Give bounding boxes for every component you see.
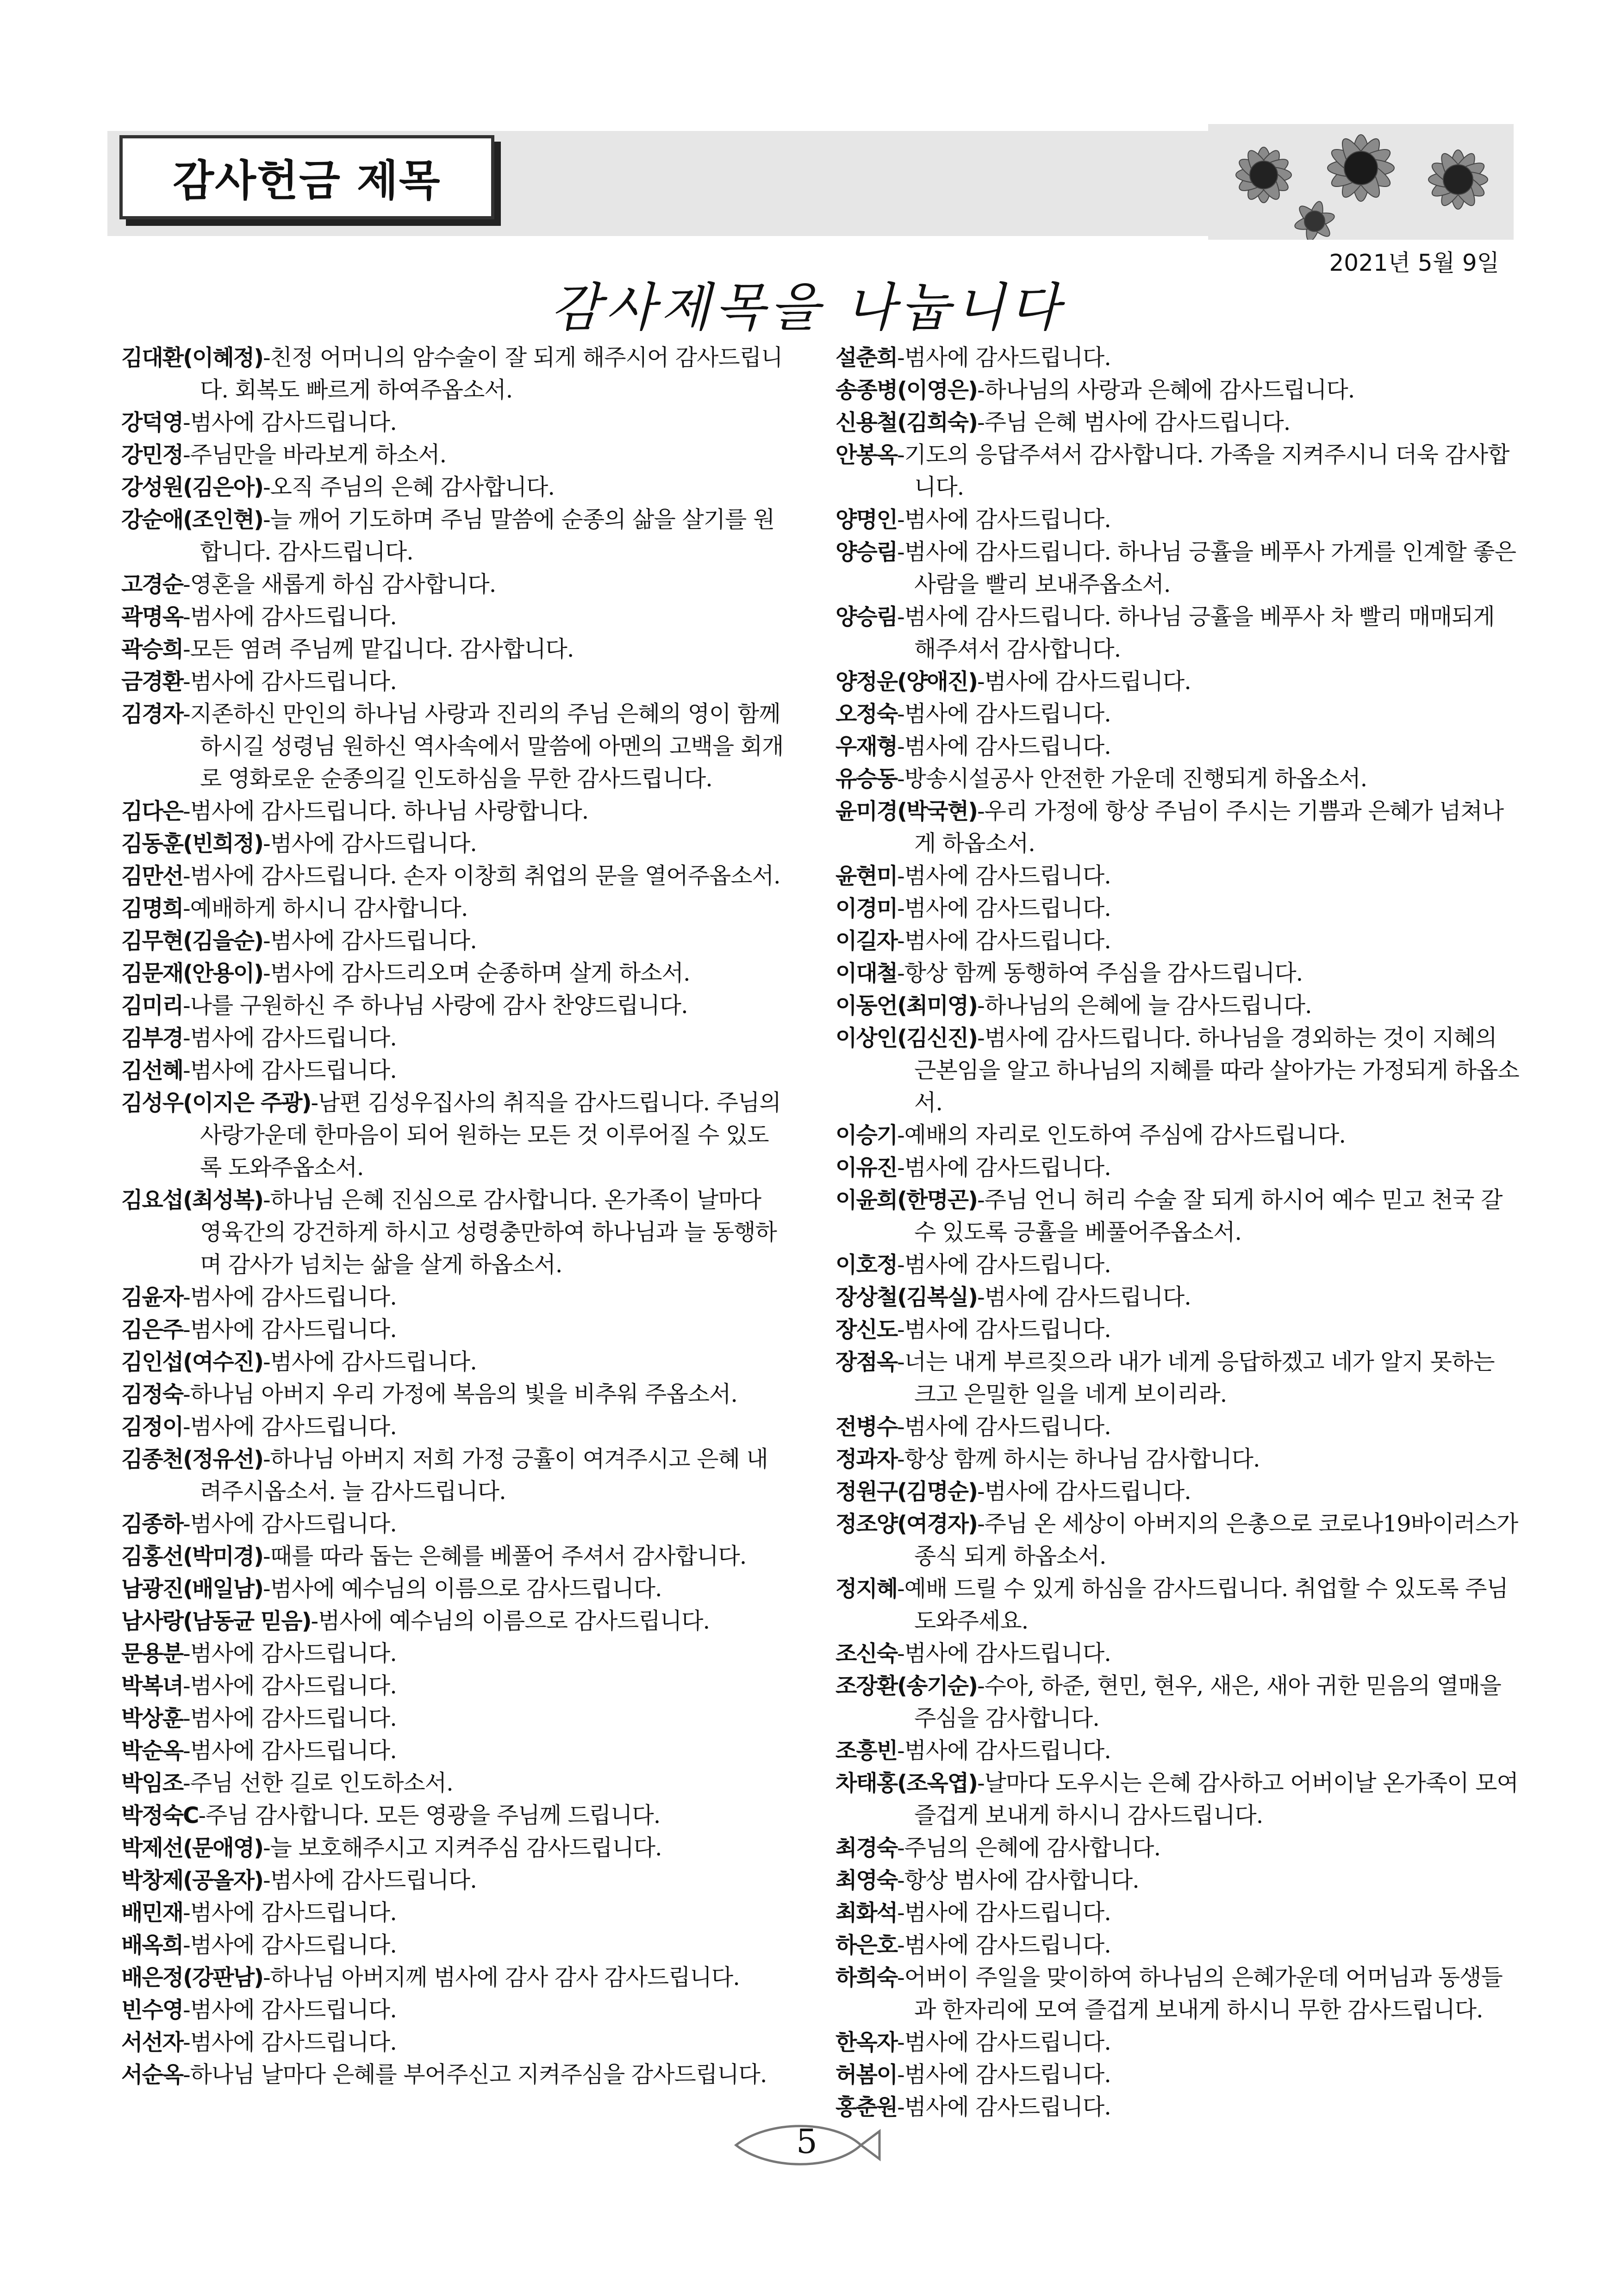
- donor-name: 윤미경(박국현): [836, 798, 978, 824]
- thanks-message: -범사에 감사드립니다.: [897, 927, 1111, 954]
- donor-name: 박순옥: [121, 1738, 183, 1764]
- left-column: [121, 342, 788, 2091]
- thanks-message: -주님 감사합니다. 모든 영광을 주님께 드립니다.: [198, 1802, 661, 1829]
- thanks-message: -주님만을 바라보게 하소서.: [183, 442, 447, 468]
- thanks-entry: [836, 925, 1521, 957]
- thanks-message: -하나님 아버지께 범사에 감사 감사 감사드립니다.: [263, 1964, 740, 1991]
- thanks-entry: [836, 1897, 1521, 1929]
- thanks-entry: [121, 1087, 788, 1184]
- thanks-entry: [121, 1313, 788, 1346]
- thanks-entry: [121, 1670, 788, 1702]
- thanks-entry: [836, 1022, 1521, 1119]
- thanks-entry: [836, 1767, 1521, 1832]
- donor-name: 조장환(송기순): [836, 1673, 978, 1699]
- thanks-message: -범사에 감사드립니다.: [897, 1154, 1111, 1181]
- thanks-entry: [836, 1508, 1521, 1573]
- thanks-entry: [836, 2026, 1521, 2059]
- thanks-entry: [121, 1573, 788, 1605]
- donor-name: 우재형: [836, 734, 898, 759]
- donor-name: 강순애(조인현): [121, 507, 263, 533]
- thanks-message: -수아, 하준, 현민, 현우, 새은, 새아 귀한 믿음의 열매을 주심을 감사합니다.: [914, 1673, 1501, 1731]
- thanks-entry: [121, 342, 788, 406]
- thanks-entry: [121, 1702, 788, 1735]
- thanks-entry: [121, 1961, 788, 1994]
- thanks-message: -범사에 감사드립니다.: [897, 1737, 1111, 1764]
- donor-name: 장점옥: [836, 1349, 898, 1375]
- thanks-entry: [121, 1832, 788, 1864]
- donor-name: 김은주: [121, 1317, 183, 1343]
- thanks-message: -범사에 감사드립니다.: [897, 1640, 1111, 1667]
- thanks-message: -항상 범사에 감사합니다.: [897, 1867, 1139, 1893]
- thanks-message: -범사에 감사드립니다.: [263, 1867, 477, 1893]
- donor-name: 김홍선(박미경): [121, 1543, 263, 1569]
- thanks-entry: [121, 925, 788, 957]
- thanks-message: -친정 어머니의 암수술이 잘 되게 해주시어 감사드립니다. 회복도 빠르게 하여주옵소서.: [200, 344, 783, 403]
- donor-name: 정원구(김명순): [836, 1479, 978, 1505]
- donor-name: 송종병(이영은): [836, 377, 978, 403]
- donor-name: 김선혜: [121, 1058, 183, 1083]
- thanks-message: -범사에 감사드립니다.: [183, 1705, 397, 1731]
- thanks-entry: [121, 1929, 788, 1961]
- donor-name: 홍춘원: [836, 2094, 898, 2120]
- donor-name: 이길자: [836, 928, 898, 954]
- thanks-entry: [121, 1994, 788, 2026]
- thanks-entry: [836, 536, 1521, 601]
- thanks-message: -주님 선한 길로 인도하소서.: [183, 1770, 453, 1796]
- thanks-entry: [836, 763, 1521, 795]
- donor-name: 양승림: [836, 604, 898, 630]
- thanks-entry: [836, 1573, 1521, 1637]
- thanks-entry: [836, 1670, 1521, 1735]
- thanks-message: -범사에 감사드립니다.: [183, 1316, 397, 1343]
- thanks-message: -오직 주님의 은혜 감사합니다.: [263, 474, 555, 500]
- donor-name: 허봄이: [836, 2062, 898, 2088]
- donor-name: 김요섭(최성복): [121, 1187, 263, 1213]
- donor-name: 김종하: [121, 1511, 183, 1537]
- thanks-message: -범사에 감사드립니다.: [897, 1316, 1111, 1343]
- thanks-entry: [121, 892, 788, 925]
- donor-name: 박정숙C: [121, 1803, 199, 1829]
- thanks-message: -범사에 감사드립니다.: [183, 1511, 397, 1537]
- donor-name: 조신숙: [836, 1641, 898, 1667]
- thanks-entry: [836, 1443, 1521, 1475]
- donor-name: 정지혜: [836, 1576, 898, 1602]
- thanks-entry: [121, 1184, 788, 1281]
- thanks-entry: [836, 1249, 1521, 1281]
- thanks-entry: [121, 1346, 788, 1378]
- thanks-entry: [836, 1411, 1521, 1443]
- thanks-entry: [836, 1832, 1521, 1864]
- donor-name: 이윤희(한명곤): [836, 1187, 978, 1213]
- donor-name: 조흥빈: [836, 1738, 898, 1764]
- donor-name: 하희숙: [836, 1965, 898, 1991]
- thanks-message: -하나님 은혜 진심으로 감사합니다. 온가족이 날마다 영육간의 강건하게 하시고 성령충만하여 하나님과 늘 동행하며 감사가 넘치는 삶을 살게 하옵소서.: [200, 1187, 777, 1278]
- thanks-message: -범사에 감사드립니다. 하나님 사랑합니다.: [183, 798, 589, 824]
- donor-name: 양정운(양애진): [836, 669, 978, 695]
- thanks-entry: [836, 1281, 1521, 1313]
- thanks-message: -범사에 감사드립니다.: [897, 1251, 1111, 1278]
- thanks-entry: [836, 504, 1521, 536]
- thanks-entry: [121, 1605, 788, 1637]
- thanks-message: -주님 온 세상이 아버지의 은총으로 코로나19바이러스가 종식 되게 하옵소서.: [914, 1511, 1518, 1569]
- thanks-message: -범사에 감사드립니다.: [183, 1673, 397, 1699]
- thanks-message: -범사에 감사드립니다.: [183, 409, 397, 436]
- thanks-message: -범사에 감사드립니다. 하나님 긍휼을 베푸사 가게를 인계할 좋은 사람을 빨리 보내주옵소서.: [897, 539, 1516, 597]
- donor-name: 안봉옥: [836, 442, 898, 468]
- thanks-entry: [836, 374, 1521, 406]
- thanks-message: -범사에 감사드립니다.: [263, 1349, 477, 1375]
- thanks-entry: [121, 1378, 788, 1411]
- donor-name: 이호정: [836, 1252, 898, 1278]
- donor-name: 김경자: [121, 701, 183, 727]
- thanks-entry: [836, 439, 1521, 504]
- donor-name: 김만선: [121, 863, 183, 889]
- thanks-entry: [836, 1313, 1521, 1346]
- thanks-message: -범사에 감사드립니다.: [897, 344, 1111, 371]
- thanks-message: -범사에 감사드립니다. 하나님을 경외하는 것이 지혜의 근본임을 알고 하나님의 지혜를 따라 살아가는 가정되게 하옵소서.: [914, 1025, 1519, 1116]
- thanks-message: -주님의 은혜에 감사합니다.: [897, 1835, 1161, 1861]
- donor-name: 김명희: [121, 896, 183, 921]
- donor-name: 설춘희: [836, 345, 898, 371]
- thanks-entry: [836, 342, 1521, 374]
- thanks-message: -하나님의 은혜에 늘 감사드립니다.: [977, 992, 1312, 1019]
- donor-name: 정조양(여경자): [836, 1511, 978, 1537]
- page-title: 감사헌금 제목: [173, 156, 441, 205]
- donor-name: 고경순: [121, 572, 183, 597]
- thanks-entry: [836, 957, 1521, 989]
- thanks-message: -범사에 감사드립니다.: [183, 1899, 397, 1926]
- donor-name: 강성원(김은아): [121, 474, 263, 500]
- thanks-message: -범사에 감사드립니다.: [897, 863, 1111, 889]
- donor-name: 김종천(정유선): [121, 1446, 263, 1472]
- donor-name: 윤현미: [836, 863, 898, 889]
- donor-name: 김부경: [121, 1025, 183, 1051]
- thanks-message: -기도의 응답주셔서 감사합니다. 가족을 지켜주시니 더욱 감사합니다.: [897, 442, 1509, 500]
- thanks-message: -범사에 감사드립니다.: [897, 895, 1111, 921]
- donor-name: 배은정(강판남): [121, 1965, 263, 1991]
- thanks-entry: [121, 406, 788, 439]
- thanks-message: -너는 내게 부르짖으라 내가 네게 응답하겠고 네가 알지 못하는 크고 은밀한 일을 네게 보이리라.: [897, 1349, 1495, 1407]
- donor-name: 이유진: [836, 1155, 898, 1181]
- donor-name: 오정숙: [836, 701, 898, 727]
- thanks-message: -범사에 감사드립니다.: [897, 1413, 1111, 1440]
- donor-name: 남사랑(남동균 믿음): [121, 1608, 311, 1634]
- thanks-message: -범사에 감사드립니다.: [183, 1932, 397, 1958]
- donor-name: 장상철(김복실): [836, 1284, 978, 1310]
- donor-name: 박제선(문애영): [121, 1835, 263, 1861]
- thanks-entry: [121, 1281, 788, 1313]
- donor-name: 이경미: [836, 896, 898, 921]
- sunflower-image: [1208, 124, 1514, 240]
- donor-name: 서선자: [121, 2029, 183, 2055]
- thanks-entry: [121, 860, 788, 892]
- thanks-entry: [836, 1346, 1521, 1411]
- donor-name: 최영숙: [836, 1867, 898, 1893]
- thanks-entry: [121, 1864, 788, 1897]
- donor-name: 문용분: [121, 1641, 183, 1667]
- thanks-message: -범사에 예수님의 이름으로 감사드립니다.: [311, 1608, 710, 1634]
- thanks-entry: [836, 1637, 1521, 1670]
- thanks-message: -어버이 주일을 맞이하여 하나님의 은혜가운데 어머님과 동생들과 한자리에 모여 즐겁게 보내게 하시니 무한 감사드립니다.: [897, 1964, 1503, 2023]
- thanks-message: -범사에 감사드립니다.: [897, 1932, 1111, 1958]
- donor-name: 하은호: [836, 1932, 898, 1958]
- thanks-message: -범사에 감사드리오며 순종하며 살게 하소서.: [263, 960, 690, 986]
- page-number: 5: [796, 2122, 817, 2161]
- thanks-message: -범사에 감사드립니다.: [183, 1057, 397, 1083]
- thanks-message: -항상 함께 하시는 하나님 감사합니다.: [897, 1446, 1260, 1472]
- thanks-entry: [121, 568, 788, 601]
- donor-name: 김무현(김을순): [121, 928, 263, 954]
- thanks-entry: [836, 860, 1521, 892]
- thanks-message: -범사에 감사드립니다.: [263, 927, 477, 954]
- thanks-message: -주님 언니 허리 수술 잘 되게 하시어 예수 믿고 천국 갈 수 있도록 긍휼을 베풀어주옵소서.: [914, 1187, 1503, 1245]
- donor-name: 김인섭(여수진): [121, 1349, 263, 1375]
- donor-name: 이상인(김신진): [836, 1025, 978, 1051]
- donor-name: 한옥자: [836, 2029, 898, 2055]
- thanks-message: -예배의 자리로 인도하여 주심에 감사드립니다.: [897, 1122, 1346, 1148]
- thanks-entry: [121, 698, 788, 795]
- donor-name: 이대철: [836, 960, 898, 986]
- donor-name: 배민재: [121, 1900, 183, 1926]
- thanks-message: -하나님 아버지 우리 가정에 복음의 빛을 비추워 주옵소서.: [183, 1381, 737, 1407]
- thanks-entry: [836, 730, 1521, 763]
- donor-name: 유승동: [836, 766, 898, 792]
- donor-name: 박상훈: [121, 1705, 183, 1731]
- donor-name: 남광진(배일남): [121, 1576, 263, 1602]
- thanks-entry: [836, 406, 1521, 439]
- thanks-message: -주님 은혜 범사에 감사드립니다.: [977, 409, 1291, 436]
- thanks-message: -예배하게 하시니 감사합니다.: [183, 895, 468, 921]
- thanks-entry: [121, 1767, 788, 1799]
- thanks-message: -늘 깨어 기도하며 주님 말씀에 순종의 삶을 살기를 원합니다. 감사드립니다.: [200, 506, 775, 565]
- thanks-message: -범사에 감사드립니다.: [183, 1025, 397, 1051]
- thanks-entry: [836, 1864, 1521, 1897]
- donor-name: 최화석: [836, 1900, 898, 1926]
- donor-name: 김정숙: [121, 1381, 183, 1407]
- thanks-entry: [121, 439, 788, 471]
- thanks-message: -방송시설공사 안전한 가운데 진행되게 하옵소서.: [897, 765, 1367, 792]
- thanks-entry: [836, 1151, 1521, 1184]
- thanks-entry: [121, 1799, 788, 1832]
- thanks-entry: [121, 795, 788, 828]
- donor-name: 차태홍(조옥엽): [836, 1770, 978, 1796]
- thanks-entry: [836, 1929, 1521, 1961]
- thanks-message: -범사에 감사드립니다.: [183, 1284, 397, 1310]
- thanks-message: -범사에 감사드립니다.: [897, 701, 1111, 727]
- thanks-entry: [836, 1735, 1521, 1767]
- donor-name: 박임조: [121, 1770, 183, 1796]
- thanks-entry: [121, 1054, 788, 1087]
- thanks-entry: [121, 1411, 788, 1443]
- thanks-entry: [121, 1897, 788, 1929]
- thanks-message: -범사에 감사드립니다.: [183, 1997, 397, 2023]
- donor-name: 김정이: [121, 1414, 183, 1440]
- thanks-message: -예배 드릴 수 있게 하심을 감사드립니다. 취업할 수 있도록 주님 도와주세요.: [897, 1575, 1508, 1634]
- date-label: 2021년 5월 9일: [1329, 249, 1499, 276]
- thanks-entry: [121, 2059, 788, 2091]
- thanks-entry: [121, 504, 788, 568]
- thanks-entry: [836, 1475, 1521, 1508]
- thanks-message: -범사에 감사드립니다.: [897, 2029, 1111, 2055]
- thanks-entry: [836, 698, 1521, 730]
- right-column: [836, 342, 1521, 2123]
- donor-name: 강민정: [121, 442, 183, 468]
- thanks-message: -범사에 감사드립니다.: [183, 1413, 397, 1440]
- thanks-entry: [121, 828, 788, 860]
- donor-name: 양승림: [836, 539, 898, 565]
- thanks-message: -범사에 감사드립니다.: [897, 1899, 1111, 1926]
- donor-name: 서순옥: [121, 2062, 183, 2088]
- donor-name: 김성우(이지은 주광): [121, 1090, 311, 1116]
- thanks-entry: [121, 989, 788, 1022]
- thanks-entry: [836, 2091, 1521, 2123]
- donor-name: 전병수: [836, 1414, 898, 1440]
- thanks-message: -범사에 감사드립니다.: [897, 2061, 1111, 2088]
- thanks-entry: [121, 1022, 788, 1054]
- thanks-message: -범사에 감사드립니다.: [897, 2094, 1111, 2120]
- donor-name: 박창제(공올자): [121, 1867, 263, 1893]
- donor-name: 이승기: [836, 1122, 898, 1148]
- donor-name: 김미리: [121, 993, 183, 1019]
- donor-name: 정과자: [836, 1446, 898, 1472]
- thanks-message: -범사에 감사드립니다.: [897, 733, 1111, 759]
- thanks-entry: [836, 892, 1521, 925]
- thanks-message: -범사에 감사드립니다.: [183, 668, 397, 695]
- thanks-message: -범사에 감사드립니다.: [897, 506, 1111, 533]
- thanks-message: -범사에 감사드립니다.: [183, 2029, 397, 2055]
- title-box: [119, 135, 494, 219]
- thanks-message: -범사에 감사드립니다.: [183, 604, 397, 630]
- thanks-message: -남편 김성우집사의 취직을 감사드립니다. 주님의 사랑가운데 한마음이 되어 원하는 모든 것 이루어질 수 있도록 도와주옵소서.: [200, 1089, 781, 1181]
- donor-name: 배옥희: [121, 1932, 183, 1958]
- thanks-entry: [121, 2026, 788, 2059]
- donor-name: 장신도: [836, 1317, 898, 1343]
- donor-name: 김다은: [121, 798, 183, 824]
- thanks-entry: [836, 1119, 1521, 1151]
- thanks-message: -하나님 아버지 저희 가정 긍휼이 여겨주시고 은혜 내려주시옵소서. 늘 감사드립니다.: [200, 1446, 768, 1505]
- thanks-message: -범사에 감사드립니다.: [183, 1737, 397, 1764]
- thanks-message: -우리 가정에 항상 주님이 주시는 기쁨과 은혜가 넘쳐나게 하옵소서.: [914, 798, 1504, 857]
- thanks-entry: [121, 471, 788, 504]
- thanks-message: -범사에 예수님의 이름으로 감사드립니다.: [263, 1575, 662, 1602]
- donor-name: 이동언(최미영): [836, 993, 978, 1019]
- donor-name: 김동훈(빈희정): [121, 831, 263, 857]
- thanks-message: -영혼을 새롭게 하심 감사합니다.: [183, 571, 496, 597]
- donor-name: 박복녀: [121, 1673, 183, 1699]
- donor-name: 곽명옥: [121, 604, 183, 630]
- thanks-entry: [121, 633, 788, 666]
- thanks-message: -모든 염려 주님께 맡깁니다. 감사합니다.: [183, 636, 574, 662]
- thanks-entry: [836, 601, 1521, 666]
- donor-name: 금경환: [121, 669, 183, 695]
- thanks-entry: [836, 666, 1521, 698]
- thanks-message: -범사에 감사드립니다.: [977, 1284, 1191, 1310]
- thanks-entry: [836, 1961, 1521, 2026]
- donor-name: 곽승희: [121, 636, 183, 662]
- thanks-message: -날마다 도우시는 은혜 감사하고 어버이날 온가족이 모여 즐겁게 보내게 하시니 감사드립니다.: [914, 1770, 1518, 1829]
- thanks-message: -늘 보호해주시고 지켜주심 감사드립니다.: [263, 1835, 662, 1861]
- thanks-message: -범사에 감사드립니다.: [977, 668, 1191, 695]
- thanks-message: -범사에 감사드립니다.: [183, 1640, 397, 1667]
- thanks-message: -나를 구원하신 주 하나님 사랑에 감사 찬양드립니다.: [183, 992, 688, 1019]
- thanks-entry: [836, 2059, 1521, 2091]
- donor-name: 김대환(이혜정): [121, 345, 263, 371]
- thanks-message: -범사에 감사드립니다. 하나님 긍휼을 베푸사 차 빨리 매매되게 해주셔서 감사합니다.: [897, 604, 1495, 662]
- thanks-message: -하나님 날마다 은혜를 부어주신고 지켜주심을 감사드립니다.: [183, 2061, 767, 2088]
- thanks-entry: [121, 957, 788, 989]
- donor-name: 최경숙: [836, 1835, 898, 1861]
- thanks-entry: [836, 795, 1521, 860]
- thanks-entry: [836, 989, 1521, 1022]
- thanks-entry: [121, 1735, 788, 1767]
- thanks-entry: [121, 1637, 788, 1670]
- thanks-message: -하나님의 사랑과 은혜에 감사드립니다.: [977, 377, 1355, 403]
- donor-name: 강덕영: [121, 410, 183, 436]
- donor-name: 김문재(안용이): [121, 960, 263, 986]
- donor-name: 빈수영: [121, 1997, 183, 2023]
- thanks-entry: [836, 1184, 1521, 1249]
- thanks-entry: [121, 1508, 788, 1540]
- thanks-message: -범사에 감사드립니다.: [263, 830, 477, 857]
- donor-name: 양명인: [836, 507, 898, 533]
- thanks-message: -범사에 감사드립니다.: [977, 1478, 1191, 1505]
- thanks-message: -지존하신 만인의 하나님 사랑과 진리의 주님 은혜의 영이 함께 하시길 성령님 원하신 역사속에서 말씀에 아멘의 고백을 회개로 영화로운 순종의길 인도하심을 무한 감사드립니다.: [183, 701, 784, 792]
- thanks-entry: [121, 1540, 788, 1573]
- donor-name: 신용철(김희숙): [836, 410, 978, 436]
- thanks-entry: [121, 1443, 788, 1508]
- thanks-message: -범사에 감사드립니다. 손자 이창희 취업의 문을 열어주옵소서.: [183, 863, 780, 889]
- donor-name: 김윤자: [121, 1284, 183, 1310]
- thanks-message: -항상 함께 동행하여 주심을 감사드립니다.: [897, 960, 1303, 986]
- thanks-message: -때를 따라 돕는 은혜를 베풀어 주셔서 감사합니다.: [263, 1543, 747, 1569]
- thanks-entry: [121, 601, 788, 633]
- section-heading: 감사제목을 나눕니다: [550, 278, 1065, 338]
- thanks-entry: [121, 666, 788, 698]
